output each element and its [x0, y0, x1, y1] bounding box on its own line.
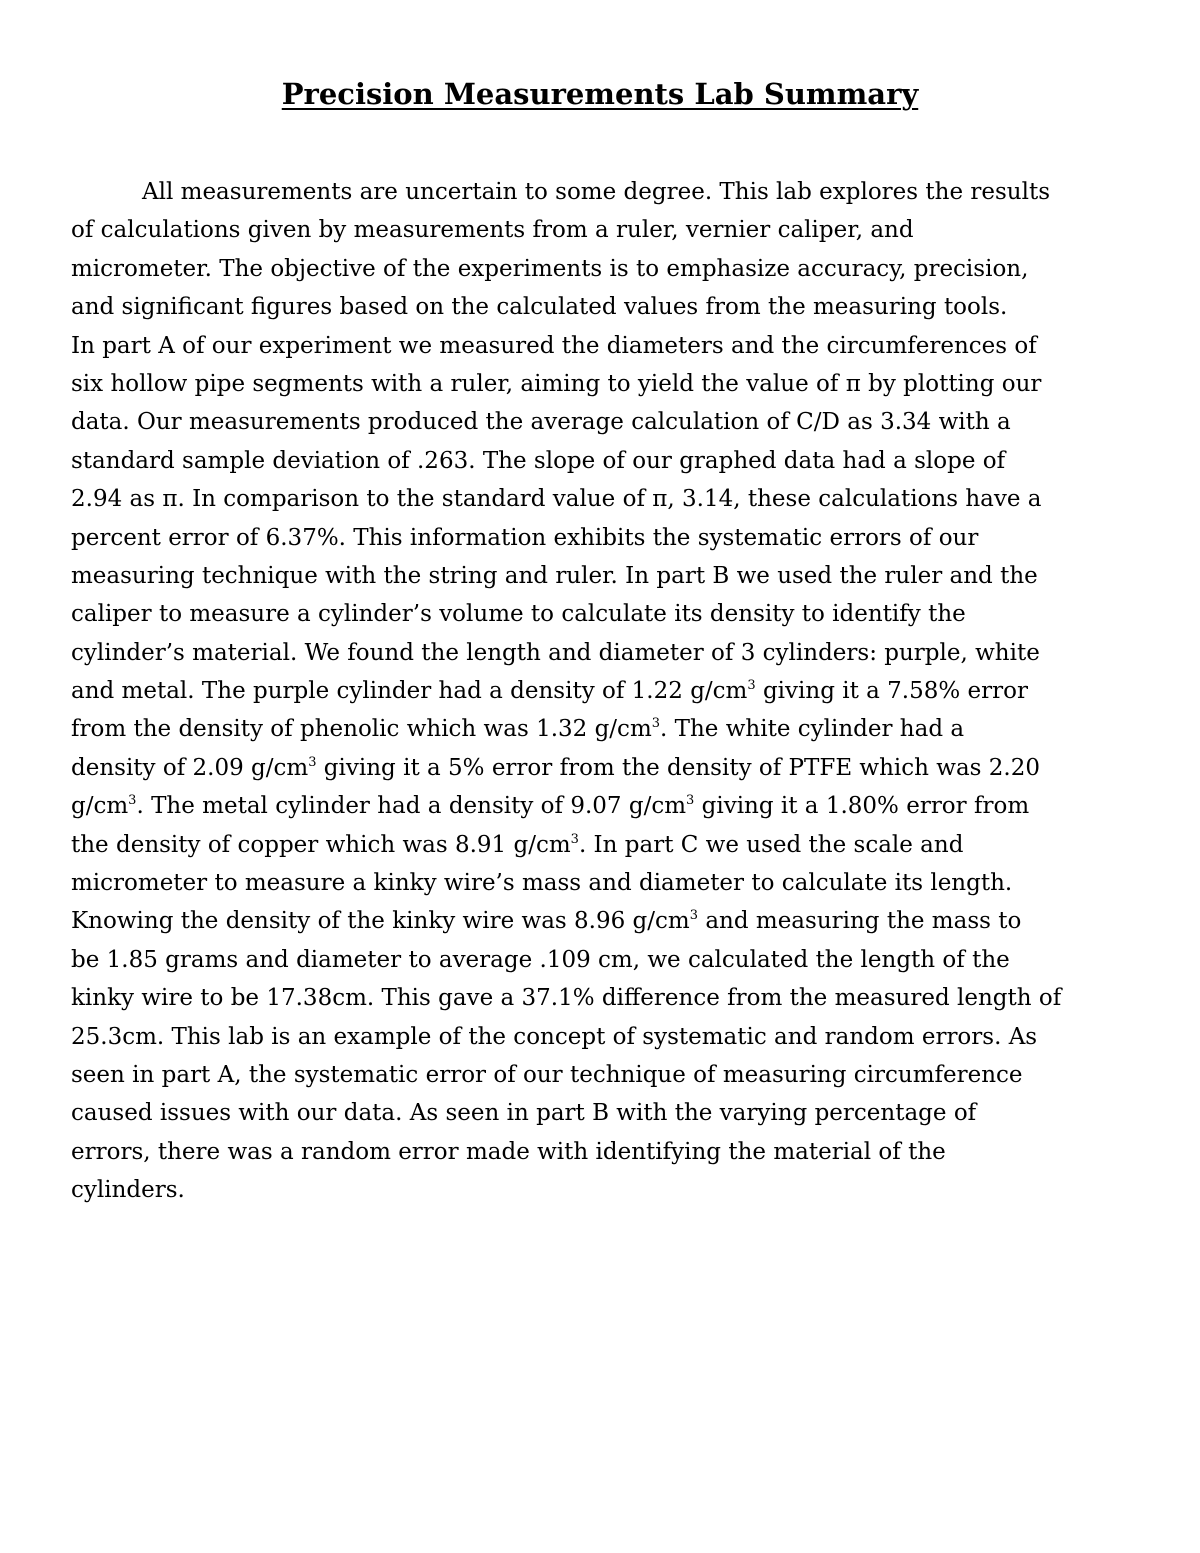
- paragraph-line: cylinders.: [71, 1177, 185, 1204]
- paragraph-line: be 1.85 grams and diameter to average .109 cm, we calculated the length of the: [71, 946, 1010, 973]
- paragraph-line: 2.94 as π. In comparison to the standard value of π, 3.14, these calculations have a: [71, 486, 1042, 513]
- paragraph-line: [71, 902, 1131, 940]
- line-text: and measuring the mass to: [698, 908, 1022, 935]
- line-text: the density of copper which was 8.91 g/cm: [71, 831, 571, 858]
- line-text: and metal. The purple cylinder had a density of 1.22 g/cm: [71, 678, 748, 705]
- paragraph-line: [71, 787, 1131, 825]
- line-text: density of 2.09 g/cm: [71, 754, 309, 781]
- line-text: g/cm: [71, 793, 129, 820]
- paragraph-line: standard sample deviation of .263. The slope of our graphed data had a slope of: [71, 447, 1006, 474]
- paragraph-line: errors, there was a random error made with identifying the material of the: [71, 1138, 946, 1165]
- paragraph-line: [71, 826, 1131, 864]
- paragraph-line: caliper to measure a cylinder’s volume to calculate its density to identify the: [71, 601, 966, 628]
- paragraph-line: [71, 672, 1131, 710]
- line-text: giving it a 5% error from the density of PTFE which was 2.20: [316, 754, 1041, 781]
- line-text: from the density of phenolic which was 1.32 g/cm: [71, 716, 652, 743]
- paragraph-line: measuring technique with the string and ruler. In part B we used the ruler and the: [71, 562, 1038, 589]
- line-text: . The metal cylinder had a density of 9.07 g/cm: [136, 793, 687, 820]
- line-text: giving it a 1.80% error from: [694, 793, 1030, 820]
- paragraph-line: percent error of 6.37%. This information exhibits the systematic errors of our: [71, 524, 979, 551]
- line-text: Knowing the density of the kinky wire was 8.96 g/cm: [71, 908, 690, 935]
- document-title: Precision Measurements Lab Summary: [281, 77, 919, 111]
- paragraph-line: micrometer to measure a kinky wire’s mass and diameter to calculate its length.: [71, 870, 1013, 897]
- superscript: 3: [651, 716, 661, 732]
- paragraph-line: [71, 749, 1131, 787]
- line-text: . The white cylinder had a: [660, 716, 965, 743]
- superscript: 3: [686, 793, 695, 809]
- paragraph-line: All measurements are uncertain to some degree. This lab explores the results: [142, 179, 1050, 205]
- paragraph-line: cylinder’s material. We found the length and diameter of 3 cylinders: purple, white: [71, 639, 1040, 666]
- superscript: 3: [308, 754, 317, 770]
- superscript: 3: [128, 793, 137, 809]
- superscript: 3: [689, 908, 699, 924]
- paragraph-line: 25.3cm. This lab is an example of the concept of systematic and random errors. As: [71, 1023, 1038, 1050]
- superscript: 3: [570, 831, 579, 847]
- line-text: giving it a 7.58% error: [755, 678, 1028, 705]
- paragraph-line: data. Our measurements produced the average calculation of C/D as 3.34 with a: [71, 409, 1011, 436]
- paragraph-line: of calculations given by measurements from a ruler, vernier caliper, and: [71, 217, 914, 244]
- paragraph-line: micrometer. The objective of the experiments is to emphasize accuracy, precision,: [71, 255, 1029, 282]
- paragraph-line: and significant figures based on the calculated values from the measuring tools.: [71, 294, 1008, 321]
- paragraph-line: seen in part A, the systematic error of our technique of measuring circumference: [71, 1061, 1023, 1088]
- paragraph-line: [71, 710, 1131, 748]
- summary-paragraph: [71, 173, 1131, 1210]
- paragraph-line: kinky wire to be 17.38cm. This gave a 37.1% difference from the measured length of: [71, 985, 1062, 1012]
- superscript: 3: [747, 678, 756, 694]
- paragraph-line: In part A of our experiment we measured the diameters and the circumferences of: [71, 332, 1037, 359]
- line-text: . In part C we used the scale and: [578, 831, 964, 858]
- paragraph-line: six hollow pipe segments with a ruler, aiming to yield the value of π by plotting our: [71, 370, 1042, 397]
- paragraph-line: caused issues with our data. As seen in part B with the varying percentage of: [71, 1100, 977, 1127]
